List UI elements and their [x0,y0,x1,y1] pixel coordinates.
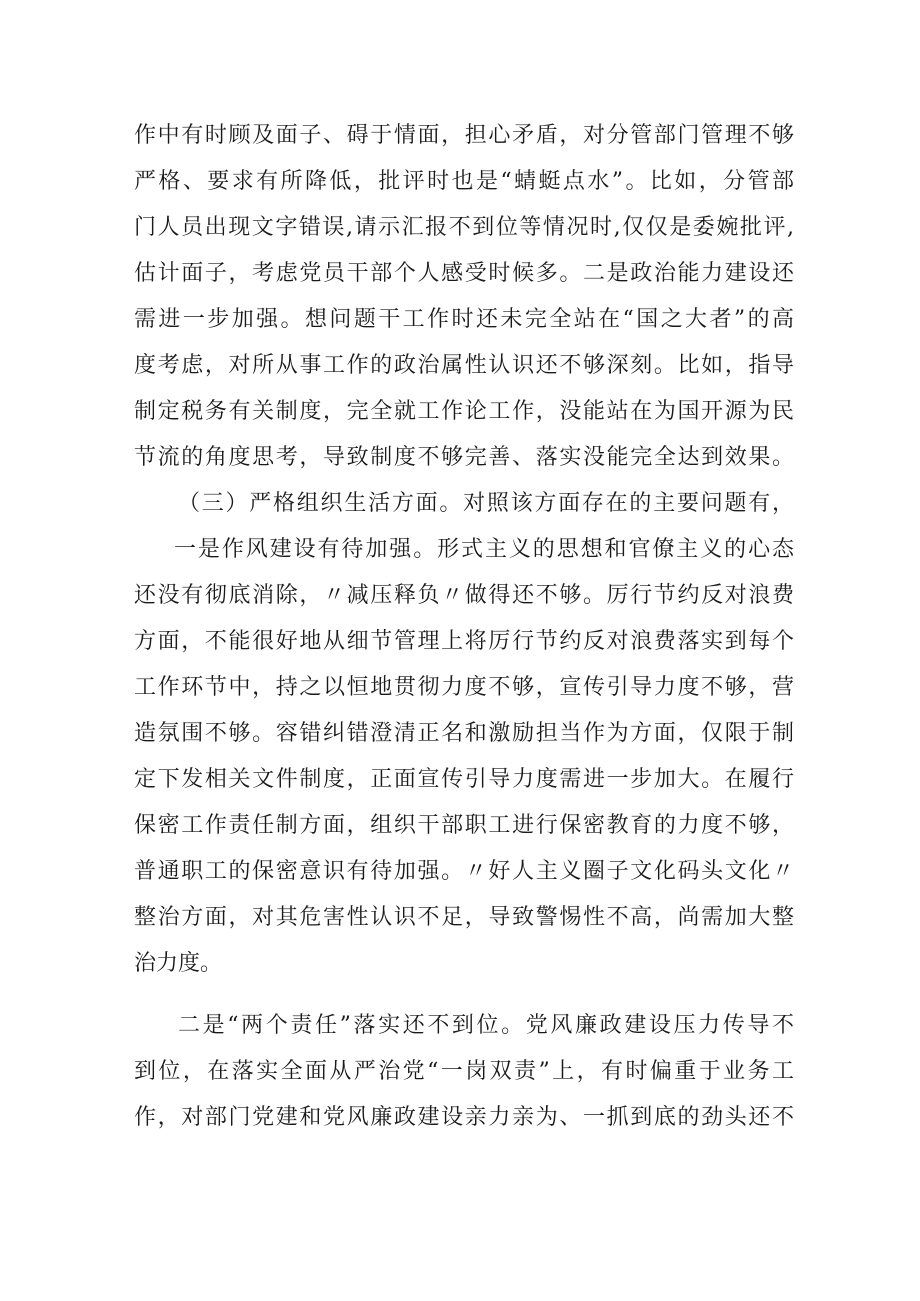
paragraph-gap [134,987,794,1003]
text-line: 需进一步加强。想问题干工作时还未完全站在“国之大者”的高 [134,307,794,332]
text-line: 制定税务有关制度，完全就工作论工作，没能站在为国开源为民 [134,399,794,424]
text-line: 度考虑，对所从事工作的政治属性认识还不够深刻。比如，指导 [134,353,794,378]
text-line: 定下发相关文件制度，正面宣传引导力度需进一步加大。在履行 [134,767,794,792]
text-line: 门人员出现文字错误,请示汇报不到位等情况时,仅仅是委婉批评, [134,215,794,240]
text-line: 一是作风建设有待加强。形式主义的思想和官僚主义的心态 [174,537,794,562]
body-text [134,113,794,1141]
text-line: 工作环节中，持之以恒地贯彻力度不够，宣传引导力度不够，营 [134,675,794,700]
text-line: 节流的角度思考，导致制度不够完善、落实没能完全达到效果。 [134,445,794,470]
text-line: 保密工作责任制方面，组织干部职工进行保密教育的力度不够， [134,813,794,838]
text-line: 严格、要求有所降低，批评时也是“蜻蜓点水”。比如，分管部 [134,169,794,194]
text-line: 方面，不能很好地从细节管理上将厉行节约反对浪费落实到每个 [134,629,794,654]
text-line: 作中有时顾及面子、碍于情面，担心矛盾，对分管部门管理不够 [134,123,794,148]
text-line: 普通职工的保密意识有待加强。〃好人主义圈子文化码头文化〃 [134,859,794,884]
paragraph-first-line: 二是“两个责任”落实还不到位。党风廉政建设压力传导不 [178,1013,794,1038]
text-line: 造氛围不够。容错纠错澄清正名和激励担当作为方面，仅限于制 [134,721,794,746]
text-line: 还没有彻底消除，〃减压释负〃做得还不够。厉行节约反对浪费 [134,583,794,608]
section-heading-line: （三）严格组织生活方面。对照该方面存在的主要问题有， [178,491,794,516]
text-line: 作，对部门党建和党风廉政建设亲力亲为、一抓到底的劲头还不 [134,1105,794,1130]
text-line: 治力度。 [134,951,223,976]
text-line: 估计面子，考虑党员干部个人感受时候多。二是政治能力建设还 [134,261,794,286]
text-line: 整治方面，对其危害性认识不足，导致警惕性不高，尚需加大整 [134,905,794,930]
text-line: 到位，在落实全面从严治党“一岗双责”上，有时偏重于业务工 [134,1059,794,1084]
